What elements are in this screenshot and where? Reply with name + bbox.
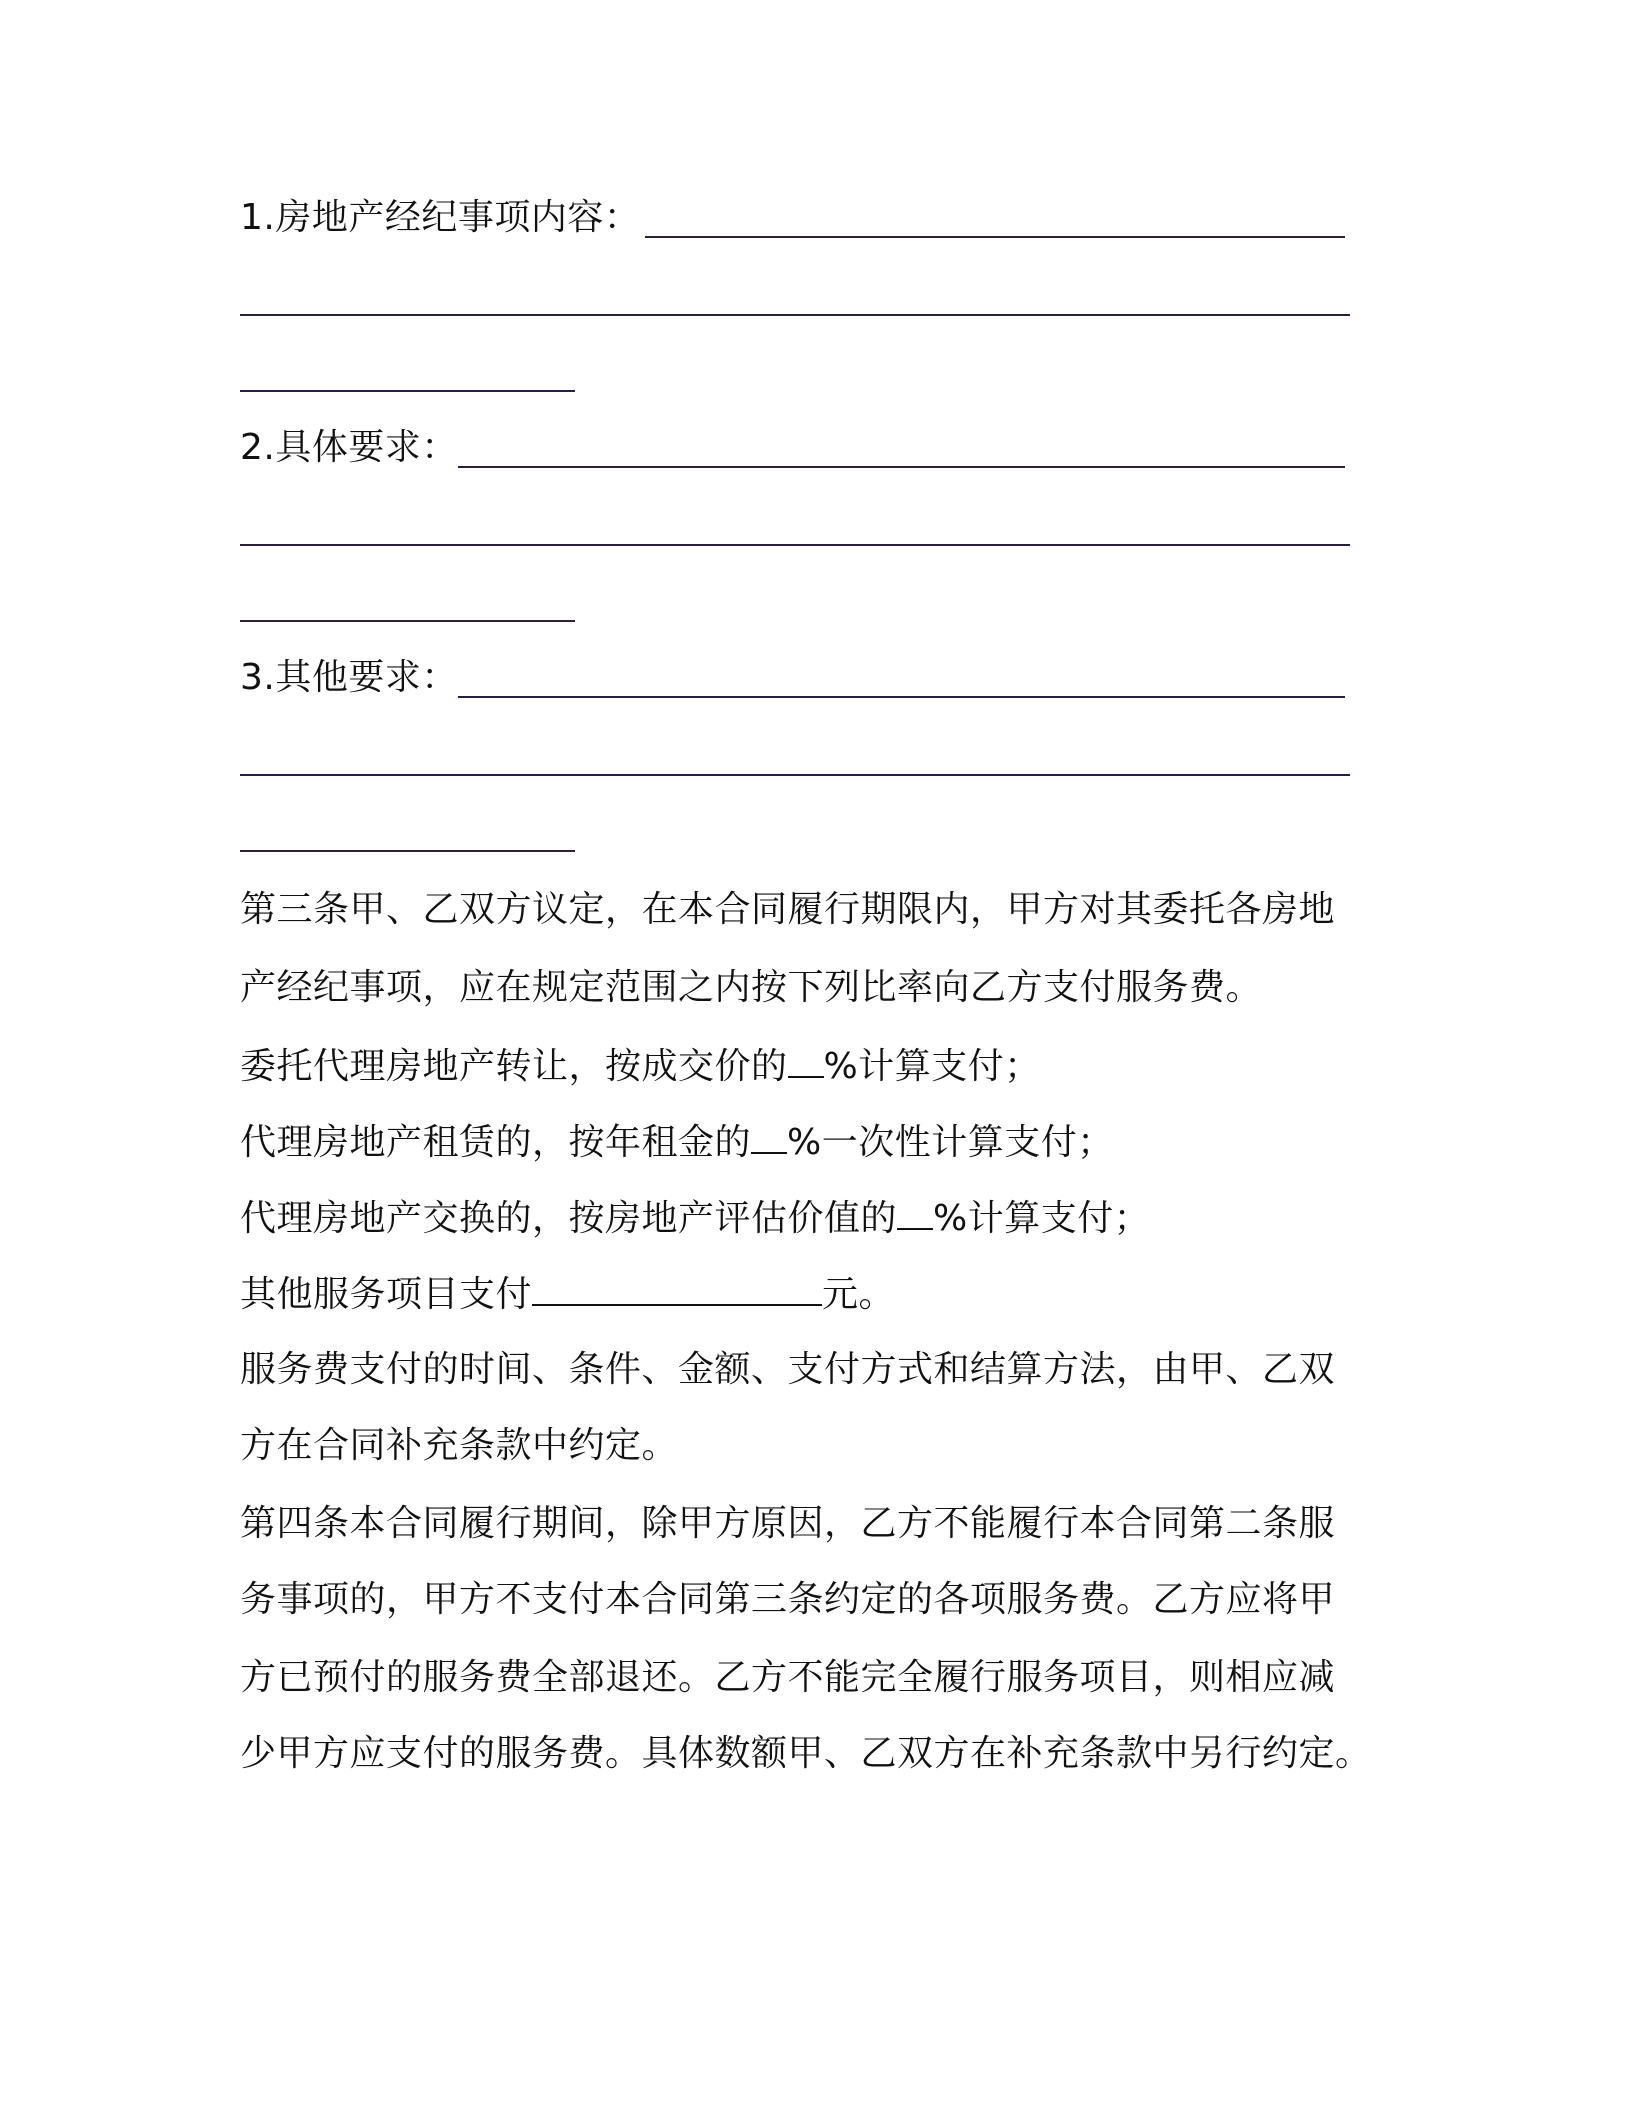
article-4-line-4: 少甲方应支付的服务费。具体数额甲、乙双方在补充条款中另行约定。 (240, 1733, 1372, 1774)
item-3-blank-line-2[interactable] (240, 774, 1350, 776)
item-1-blank-line-3[interactable] (240, 390, 575, 392)
payment-terms-line-2: 方在合同补充条款中约定。 (240, 1425, 679, 1466)
item-3-blank-line-1[interactable] (458, 696, 1345, 698)
rate-exchange-text: 代理房地产交换的，按房地产评估价值的 (240, 1198, 898, 1239)
other-services-text: 其他服务项目支付 (240, 1274, 533, 1315)
rate-exchange (240, 1194, 1150, 1241)
item-1-blank-line-2[interactable] (240, 314, 1350, 316)
rate-transfer-blank[interactable] (788, 1042, 824, 1078)
rate-exchange-suffix: %计算支付； (933, 1198, 1151, 1239)
item-2-blank-line-3[interactable] (240, 620, 575, 622)
item-2-label: 2.具体要求： (240, 427, 458, 468)
item-3-blank-line-3[interactable] (240, 850, 575, 852)
rate-transfer-text: 委托代理房地产转让，按成交价的 (240, 1046, 788, 1087)
item-2-blank-line-2[interactable] (240, 544, 1350, 546)
other-services (240, 1270, 895, 1317)
rate-lease (240, 1118, 1114, 1165)
rate-exchange-blank[interactable] (897, 1194, 933, 1230)
rate-transfer-suffix: %计算支付； (823, 1046, 1041, 1087)
payment-terms-line-1: 服务费支付的时间、条件、金额、支付方式和结算方法，由甲、乙双 (240, 1349, 1336, 1390)
article-3-line-2: 产经纪事项，应在规定范围之内按下列比率向乙方支付服务费。 (240, 967, 1263, 1008)
rate-lease-suffix: %一次性计算支付； (787, 1122, 1114, 1163)
other-services-blank[interactable] (532, 1270, 822, 1306)
item-2-blank-line-1[interactable] (458, 466, 1345, 468)
article-3-line-1: 第三条甲、乙双方议定，在本合同履行期限内，甲方对其委托各房地 (240, 889, 1336, 930)
item-3-label: 3.其他要求： (240, 657, 458, 698)
article-4-line-3: 方已预付的服务费全部退还。乙方不能完全履行服务项目，则相应减 (240, 1657, 1336, 1698)
item-1-label: 1.房地产经纪事项内容： (240, 197, 641, 238)
rate-lease-text: 代理房地产租赁的，按年租金的 (240, 1122, 752, 1163)
article-4-line-1: 第四条本合同履行期间，除甲方原因，乙方不能履行本合同第二条服 (240, 1503, 1336, 1544)
rate-lease-blank[interactable] (751, 1118, 787, 1154)
article-4-line-2: 务事项的，甲方不支付本合同第三条约定的各项服务费。乙方应将甲 (240, 1579, 1336, 1620)
item-1-blank-line-1[interactable] (645, 236, 1345, 238)
rate-transfer (240, 1042, 1041, 1089)
other-services-suffix: 元。 (822, 1274, 896, 1315)
